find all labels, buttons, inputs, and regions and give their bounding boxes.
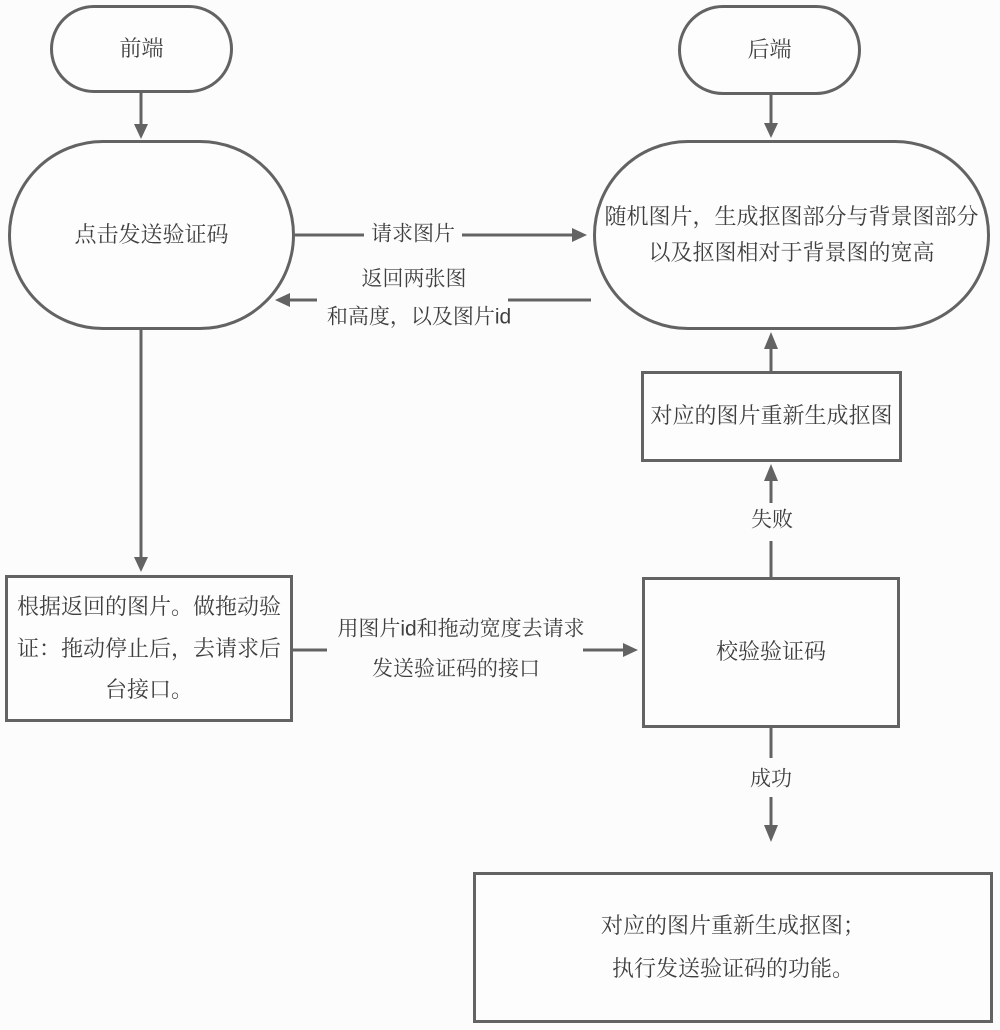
node-click-send-captcha: [8, 140, 295, 330]
node-regenerate-cutout-label: 对应的图片重新生成抠图: [650, 403, 893, 429]
edge-label-request-image: 请求图片: [364, 219, 462, 248]
node-final-action-line2: 执行发送验证码的功能。: [611, 955, 854, 981]
node-final-action: [473, 872, 993, 1023]
edge-label-request-api-line1: 用图片id和拖动宽度去请求: [330, 614, 591, 643]
node-drag-verify-line3: 台接口。: [104, 677, 193, 703]
node-verify-captcha-label: 校验验证码: [715, 639, 826, 665]
node-verify-captcha: [642, 577, 900, 728]
arrow-frontend-down: [134, 93, 148, 139]
edge-label-request-api-line2: 发送验证码的接口: [365, 654, 547, 683]
node-random-image-generate: [593, 140, 990, 330]
node-backend-label: 后端: [747, 36, 792, 62]
node-drag-verify-line2: 证：拖动停止后，去请求后: [16, 635, 281, 661]
edge-label-success: 成功: [743, 764, 799, 793]
node-frontend: [50, 5, 233, 93]
node-drag-verify: [5, 575, 293, 722]
node-random-image-line1: 随机图片，生成抠图部分与背景图部分: [604, 203, 979, 229]
node-final-action-line1: 对应的图片重新生成抠图；: [600, 912, 865, 938]
node-frontend-label: 前端: [119, 35, 164, 61]
node-click-send-captcha-label: 点击发送验证码: [74, 221, 229, 247]
node-drag-verify-line1: 根据返回的图片。做拖动验: [16, 593, 281, 619]
arrow-clicksend-down: [134, 330, 148, 572]
arrow-backend-down: [764, 95, 778, 138]
edge-label-fail: 失败: [744, 505, 800, 534]
edge-label-return-images-line1: 返回两张图: [355, 264, 474, 293]
node-backend: [678, 5, 861, 95]
edge-label-return-images-line2: 和高度，以及图片id: [320, 302, 518, 331]
node-regenerate-cutout: [641, 371, 902, 462]
node-random-image-line2: 以及抠图相对于背景图的宽高: [648, 240, 935, 265]
arrow-regen-up: [764, 332, 778, 372]
